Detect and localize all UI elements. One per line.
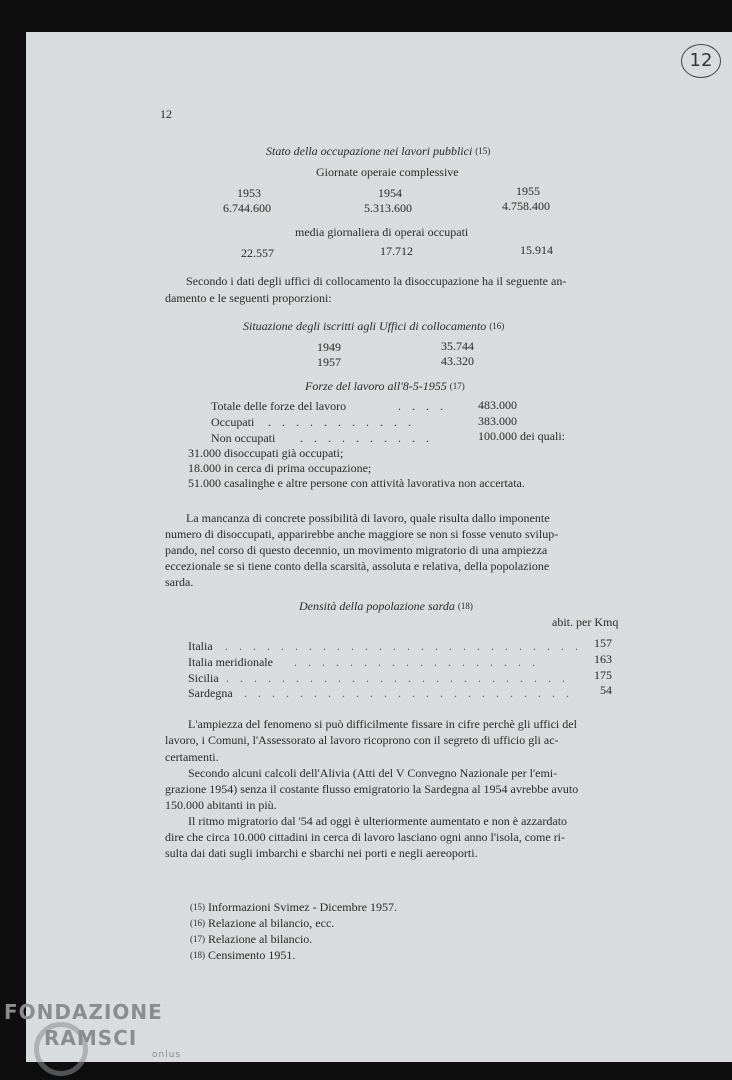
paragraph-line: 150.000 abitanti in più.: [165, 798, 277, 812]
paragraph-line: sulta dai dati sugli imbarchi e sbarchi nei porti e negli aereoporti.: [165, 846, 478, 860]
table4-title: Densità della popolazione sarda $^{(18)}$: [299, 599, 473, 613]
table4-label: Italia: [188, 639, 213, 653]
table3-dots: . . . .: [398, 399, 447, 413]
paragraph-line: Secondo i dati degli uffici di collocamento la disoccupazione ha il seguente an-: [186, 274, 567, 288]
footnote: $^{(15)}$ Informazioni Svimez - Dicembre 1957.: [190, 900, 397, 914]
watermark-line: RAMSCI: [44, 1026, 138, 1050]
table1-subtitle: Giornate operaie complessive: [316, 165, 459, 179]
table4-value: 54: [600, 683, 612, 697]
table4-value: 175: [594, 668, 612, 682]
table1-year: 1953: [237, 186, 261, 200]
paragraph-line: eccezionale se si tiene conto della scarsità, assoluta e relativa, della popolazione: [165, 559, 550, 573]
table1-daily: 17.712: [380, 244, 413, 258]
watermark-g-logo-icon: [34, 1022, 88, 1076]
paragraph-line: certamenti.: [165, 750, 219, 764]
watermark-line: onlus: [152, 1050, 182, 1060]
page-number: 12: [160, 107, 172, 121]
table3-value: 100.000 dei quali:: [478, 429, 565, 443]
footnote: $^{(18)}$ Censimento 1951.: [190, 948, 296, 962]
paragraph-line: Secondo alcuni calcoli dell'Alivia (Atti del V Convegno Nazionale per l'emi-: [188, 766, 558, 780]
table4-leader: . . . . . . . . . . . . . . . . . .: [294, 655, 539, 669]
table2-year: 1949: [317, 340, 341, 354]
table1-year: 1954: [378, 186, 402, 200]
table4-unit: abit. per Kmq: [552, 615, 619, 629]
table3-label: Occupati: [211, 415, 255, 429]
table3-breakdown: 18.000 in cerca di prima occupazione;: [188, 461, 372, 475]
paragraph-line: numero di disoccupati, apparirebbe anche maggiore se non si fosse venuto svilup-: [165, 527, 559, 541]
table3-title: Forze del lavoro all'8-5-1955 $^{(17)}$: [305, 379, 465, 393]
table4-label: Italia meridionale: [188, 655, 273, 669]
paragraph-line: grazione 1954) senza il costante flusso emigratorio la Sardegna al 1954 avrebbe avuto: [165, 782, 579, 796]
table3-value: 383.000: [478, 414, 517, 428]
archive-page-mark: 12: [681, 44, 721, 78]
paragraph-line: pando, nel corso di questo decennio, un movimento migratorio di una ampiezza: [165, 543, 548, 557]
table2-value: 43.320: [441, 354, 474, 368]
paragraph-line: dire che circa 10.000 cittadini in cerca di lavoro lasciano ogni anno l'isola, come ri-: [165, 830, 566, 844]
footnote: $^{(17)}$ Relazione al bilancio.: [190, 932, 313, 946]
table3-dots: . . . . . . . . . . .: [268, 415, 415, 429]
table4-leader: . . . . . . . . . . . . . . . . . . . . . . . .: [244, 686, 573, 700]
paragraph-line: damento e le seguenti proporzioni:: [165, 291, 332, 305]
table4-value: 157: [594, 636, 612, 650]
paragraph-line: La mancanza di concrete possibilità di lavoro, quale risulta dallo imponente: [186, 511, 550, 525]
table1-year: 1955: [516, 184, 540, 198]
table3-breakdown: 51.000 casalinghe e altre persone con attività lavorativa non accertata.: [188, 476, 525, 490]
table2-value: 35.744: [441, 339, 474, 353]
table4-label: Sardegna: [188, 686, 233, 700]
paragraph-line: sarda.: [165, 575, 194, 589]
table1-days: 6.744.600: [223, 201, 271, 215]
table3-breakdown: 31.000 disoccupati già occupati;: [188, 446, 344, 460]
paragraph-line: Il ritmo migratorio dal '54 ad oggi è ulteriormente aumentato e non è azzardato: [188, 814, 568, 828]
table4-label: Sicilia: [188, 671, 219, 685]
table3-label: Non occupati: [211, 431, 276, 445]
table1-days: 5.313.600: [364, 201, 412, 215]
table1-daily: 15.914: [520, 243, 553, 257]
watermark-line: FONDAZIONE: [4, 1000, 163, 1024]
table4-leader: . . . . . . . . . . . . . . . . . . . . . . . . .: [226, 671, 569, 685]
table4-value: 163: [594, 652, 612, 666]
paragraph-line: lavoro, i Comuni, l'Assessorato al lavoro ricoprono con il segreto di ufficio gli ac-: [165, 733, 559, 747]
paragraph-line: L'ampiezza del fenomeno si può difficilmente fissare in cifre perchè gli uffici del: [188, 717, 577, 731]
table4-leader: . . . . . . . . . . . . . . . . . . . . . . . . . .: [225, 639, 582, 653]
table2-title: Situazione degli iscritti agli Uffici di collocamento $^{(16)}$: [243, 319, 505, 333]
table1-days: 4.758.400: [502, 199, 550, 213]
footnote: $^{(16)}$ Relazione al bilancio, ecc.: [190, 916, 335, 930]
table3-value: 483.000: [478, 398, 517, 412]
table3-label: Totale delle forze del lavoro: [211, 399, 347, 413]
fondazione-gramsci-watermark: [4, 1000, 182, 1060]
table1-daily: 22.557: [241, 246, 274, 260]
table3-dots: . . . . . . . . . .: [300, 431, 433, 445]
table1-subtitle: media giornaliera di operai occupati: [295, 225, 469, 239]
table2-year: 1957: [317, 355, 341, 369]
table1-title: Stato della occupazione nei lavori pubblici $^{(15)}$: [266, 144, 491, 158]
